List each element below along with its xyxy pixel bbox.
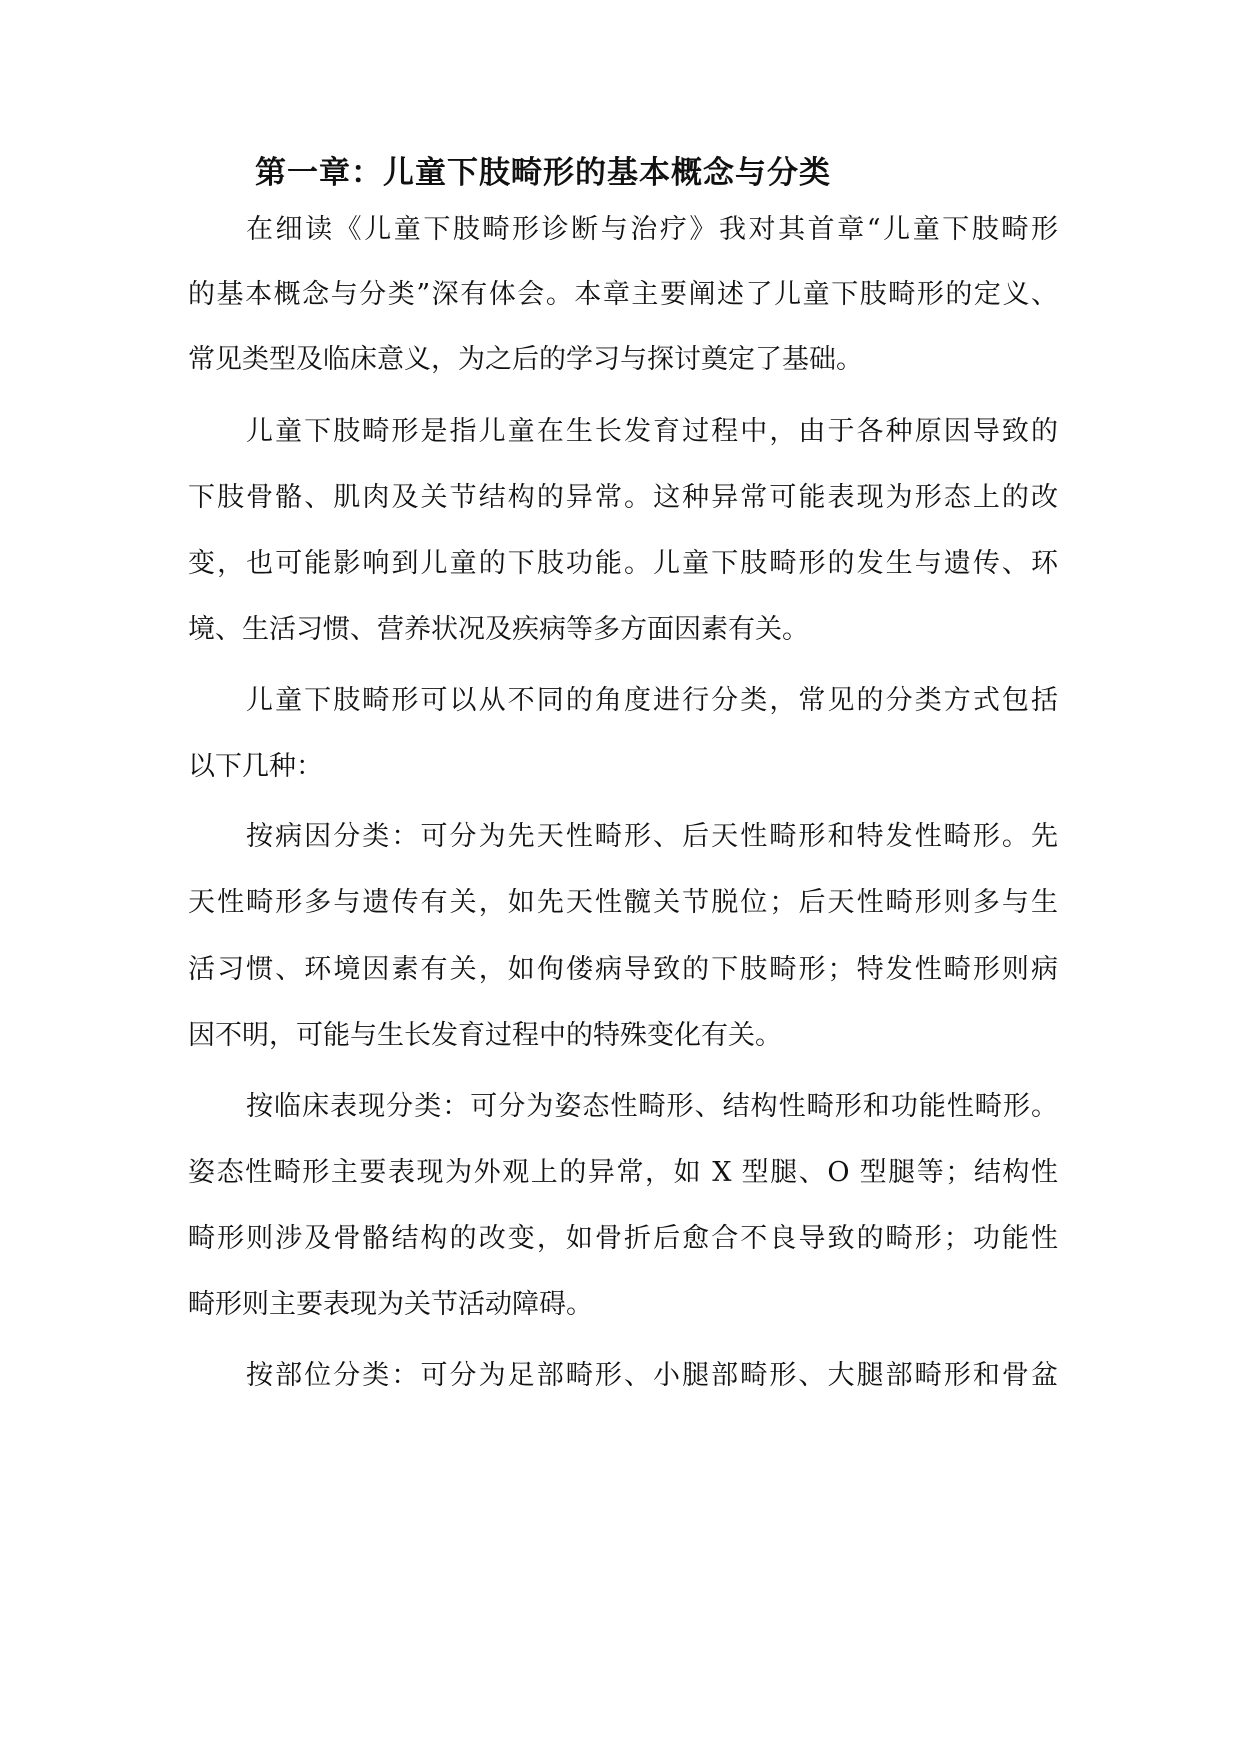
- text-line: 以下几种：: [188, 751, 323, 782]
- text-line: 天性畸形多与遗传有关，如先天性髋关节脱位；后天性畸形则多与生: [188, 887, 1058, 918]
- text-line: 按临床表现分类：可分为姿态性畸形、结构性畸形和功能性畸形。: [246, 1091, 1058, 1122]
- text-line: 按部位分类：可分为足部畸形、小腿部畸形、大腿部畸形和骨盆: [246, 1360, 1058, 1391]
- text-line: 畸形则主要表现为关节活动障碍。: [188, 1289, 593, 1320]
- text-line: 境、生活习惯、营养状况及疾病等多方面因素有关。: [188, 614, 809, 645]
- text-line: 在细读《儿童下肢畸形诊断与治疗》我对其首章“儿童下肢畸形: [246, 214, 1058, 245]
- text-line: 变，也可能影响到儿童的下肢功能。儿童下肢畸形的发生与遗传、环: [188, 548, 1058, 579]
- text-line: 按病因分类：可分为先天性畸形、后天性畸形和特发性畸形。先: [246, 821, 1058, 852]
- text-line: 儿童下肢畸形是指儿童在生长发育过程中，由于各种原因导致的: [246, 416, 1058, 447]
- text-line: 儿童下肢畸形可以从不同的角度进行分类，常见的分类方式包括: [246, 685, 1058, 716]
- chapter-title: 第一章：儿童下肢畸形的基本概念与分类: [255, 155, 831, 191]
- text-line: 的基本概念与分类”深有体会。本章主要阐述了儿童下肢畸形的定义、: [188, 279, 1058, 310]
- text-line: 姿态性畸形主要表现为外观上的异常，如 X 型腿、O 型腿等；结构性: [188, 1157, 1058, 1188]
- text-line: 下肢骨骼、肌肉及关节结构的异常。这种异常可能表现为形态上的改: [188, 482, 1058, 513]
- text-line: 常见类型及临床意义，为之后的学习与探讨奠定了基础。: [188, 344, 863, 375]
- text-line: 因不明，可能与生长发育过程中的特殊变化有关。: [188, 1020, 782, 1051]
- text-line: 活习惯、环境因素有关，如佝偻病导致的下肢畸形；特发性畸形则病: [188, 954, 1058, 985]
- text-line: 畸形则涉及骨骼结构的改变，如骨折后愈合不良导致的畸形；功能性: [188, 1223, 1058, 1254]
